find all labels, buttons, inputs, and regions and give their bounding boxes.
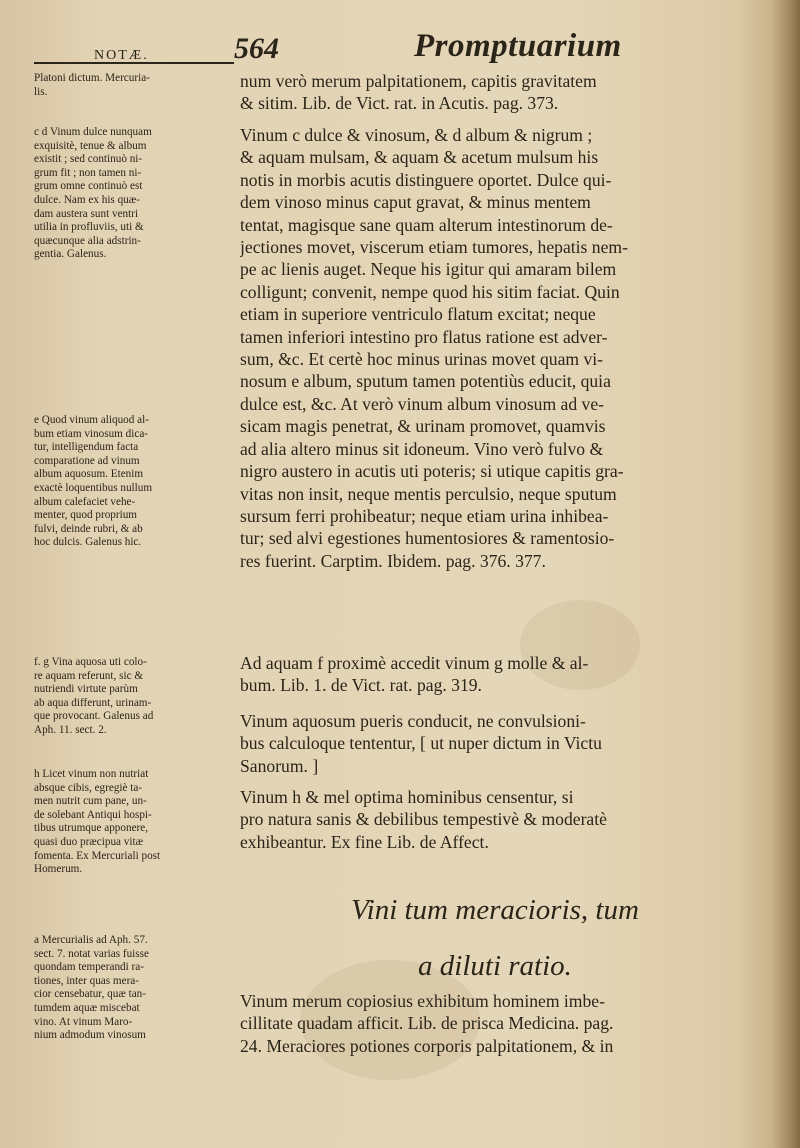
paragraph-3 bbox=[240, 652, 770, 697]
text-line: vitas non insit, neque mentis perculsio, neque sputum bbox=[240, 483, 617, 504]
note-line: c d Vinum dulce nunquam bbox=[34, 126, 152, 138]
note-line: quasi duo præcipua vitæ bbox=[34, 835, 144, 848]
note-line: quondam temperandi ra- bbox=[34, 961, 144, 974]
page-number: 564 bbox=[234, 32, 279, 65]
note-line: Platoni dictum. Mercuria- bbox=[34, 72, 150, 84]
note-h bbox=[34, 768, 252, 877]
note-platoni bbox=[34, 72, 252, 99]
note-line: nutriendi virtute parùm bbox=[34, 683, 138, 696]
text-line: nigro austero in acutis uti poteris; si utique capitis gra- bbox=[240, 461, 624, 482]
note-line: album calefaciet vehe- bbox=[34, 495, 136, 508]
text-line: ad alia altero minus sit idoneum. Vino verò fulvo & bbox=[240, 438, 604, 459]
text-line: exhibeantur. Ex fine Lib. de Affect. bbox=[240, 831, 489, 852]
note-line: existit ; sed continuò ni- bbox=[34, 153, 143, 166]
paragraph-6 bbox=[240, 990, 770, 1057]
text-line: cillitate quadam afficit. Lib. de prisca Medicina. pag. bbox=[240, 1013, 614, 1034]
note-line: re aquam referunt, sic & bbox=[34, 669, 144, 682]
note-line: gentia. Galenus. bbox=[34, 248, 107, 261]
note-line: que provocant. Galenus ad bbox=[34, 710, 154, 723]
note-line: dam austera sunt ventri bbox=[34, 207, 139, 220]
text-line: pro natura sanis & debilibus tempestivè & moderatè bbox=[240, 809, 607, 830]
heading-line: a diluti ratio. bbox=[418, 950, 572, 982]
text-line: dem vinoso minus caput gravat, & minus mentem bbox=[240, 192, 591, 213]
text-line: jectiones movet, viscerum etiam tumores, hepatis nem- bbox=[240, 237, 628, 258]
note-line: album aquosum. Etenim bbox=[34, 468, 144, 481]
note-line: ab aqua differunt, urinam- bbox=[34, 696, 152, 709]
text-line: tur; sed alvi egestiones humentosiores & ramentosio- bbox=[240, 528, 615, 549]
text-line: tamen inferiori intestino pro flatus ratione est adver- bbox=[240, 326, 608, 347]
paragraph-2 bbox=[240, 124, 770, 572]
note-line: exquisitè, tenue & album bbox=[34, 139, 147, 152]
text-line: 24. Meraciores potiones corporis palpitationem, & in bbox=[240, 1035, 614, 1056]
note-line: hoc dulcis. Galenus hic. bbox=[34, 536, 142, 549]
note-line: tumdem aquæ miscebat bbox=[34, 1001, 140, 1014]
text-line: num verò merum palpitationem, capitis gravitatem bbox=[240, 71, 597, 91]
note-line: lis. bbox=[34, 85, 48, 98]
text-line: notis in morbis acutis distinguere oportet. Dulce qui- bbox=[240, 169, 612, 190]
note-c-d bbox=[34, 126, 252, 262]
text-line: etiam in superiore ventriculo flatum excitat; neque bbox=[240, 304, 596, 325]
note-line: quæcunque alia adstrin- bbox=[34, 234, 141, 247]
running-title: Promptuarium bbox=[414, 28, 622, 64]
notes-label: NOTÆ. bbox=[94, 48, 149, 63]
text-line: Sanorum. ] bbox=[240, 755, 319, 776]
text-line: Ad aquam f proximè accedit vinum g molle & al- bbox=[240, 653, 589, 673]
note-line: fulvi, deinde rubri, & ab bbox=[34, 522, 143, 535]
note-line: Aph. 11. sect. 2. bbox=[34, 723, 107, 736]
note-line: f. g Vina aquosa uti colo- bbox=[34, 656, 147, 668]
note-line: de solebant Antiqui hospi- bbox=[34, 808, 152, 821]
note-line: h Licet vinum non nutriat bbox=[34, 768, 149, 780]
text-line: bus calculoque tententur, [ ut nuper dictum in Victu bbox=[240, 733, 602, 754]
note-line: men nutrit cum pane, un- bbox=[34, 795, 147, 808]
heading-line: Vini tum meracioris, tum bbox=[351, 894, 639, 926]
text-line: Vinum merum copiosius exhibitum hominem imbe- bbox=[240, 991, 605, 1011]
note-line: comparatione ad vinum bbox=[34, 454, 140, 467]
note-line: vino. At vinum Maro- bbox=[34, 1015, 133, 1028]
note-line: cior censebatur, quæ tan- bbox=[34, 988, 147, 1001]
note-line: nium admodum vinosum bbox=[34, 1029, 146, 1042]
note-line: fomenta. Ex Mercuriali post bbox=[34, 849, 161, 862]
text-line: bum. Lib. 1. de Vict. rat. pag. 319. bbox=[240, 675, 482, 696]
page-header bbox=[34, 22, 754, 72]
note-f-g bbox=[34, 656, 252, 738]
note-line: Homerum. bbox=[34, 863, 83, 876]
text-line: & sitim. Lib. de Vict. rat. in Acutis. pag. 373. bbox=[240, 93, 559, 114]
note-line: a Mercurialis ad Aph. 57. bbox=[34, 934, 148, 946]
text-line: res fuerint. Carptim. Ibidem. pag. 376. 377. bbox=[240, 550, 546, 571]
text-line: sum, &c. Et certè hoc minus urinas movet quam vi- bbox=[240, 349, 604, 370]
note-line: e Quod vinum aliquod al- bbox=[34, 414, 149, 426]
note-line: dulce. Nam ex his quæ- bbox=[34, 193, 140, 206]
note-line: utilia in profluviis, uti & bbox=[34, 221, 144, 234]
note-line: tibus utrumque apponere, bbox=[34, 822, 149, 835]
text-line: sursum ferri prohibeatur; neque etiam urina inhibea- bbox=[240, 505, 609, 526]
text-line: & aquam mulsam, & aquam & acetum mulsum his bbox=[240, 147, 599, 168]
paragraph-1 bbox=[240, 70, 770, 115]
section-heading bbox=[240, 882, 750, 994]
text-line: nosum e album, sputum tamen potentiùs educit, quia bbox=[240, 371, 611, 392]
note-line: tur, intelligendum facta bbox=[34, 441, 139, 454]
note-line: grum fit ; non tamen ni- bbox=[34, 166, 142, 179]
text-line: colligunt; convenit, nempe quod his sitim faciat. Quin bbox=[240, 281, 620, 302]
text-line: tentat, magisque sane quam alterum intestinorum de- bbox=[240, 214, 613, 235]
paragraph-4 bbox=[240, 710, 770, 777]
note-line: absque cibis, egregiè ta- bbox=[34, 781, 143, 794]
note-e bbox=[34, 414, 252, 550]
text-line: Vinum aquosum pueris conducit, ne convulsioni- bbox=[240, 711, 586, 731]
text-line: pe ac lienis auget. Neque his igitur qui amaram bilem bbox=[240, 259, 617, 280]
note-line: sect. 7. notat varias fuisse bbox=[34, 947, 149, 960]
binding-gutter bbox=[772, 0, 800, 1148]
note-line: menter, quod proprium bbox=[34, 509, 138, 522]
text-line: dulce est, &c. At verò vinum album vinosum ad ve- bbox=[240, 393, 605, 414]
text-line: sicam magis penetrat, & urinam promovet, quamvis bbox=[240, 416, 606, 437]
note-line: grum omne continuò est bbox=[34, 180, 143, 193]
text-line: Vinum h & mel optima hominibus censentur, si bbox=[240, 787, 574, 807]
note-line: tiones, inter quas mera- bbox=[34, 974, 140, 987]
paragraph-5 bbox=[240, 786, 770, 853]
note-line: exactè loquentibus nullum bbox=[34, 481, 153, 494]
note-line: bum etiam vinosum dica- bbox=[34, 427, 149, 440]
text-line: Vinum c dulce & vinosum, & d album & nigrum ; bbox=[240, 125, 593, 145]
note-a bbox=[34, 934, 252, 1043]
